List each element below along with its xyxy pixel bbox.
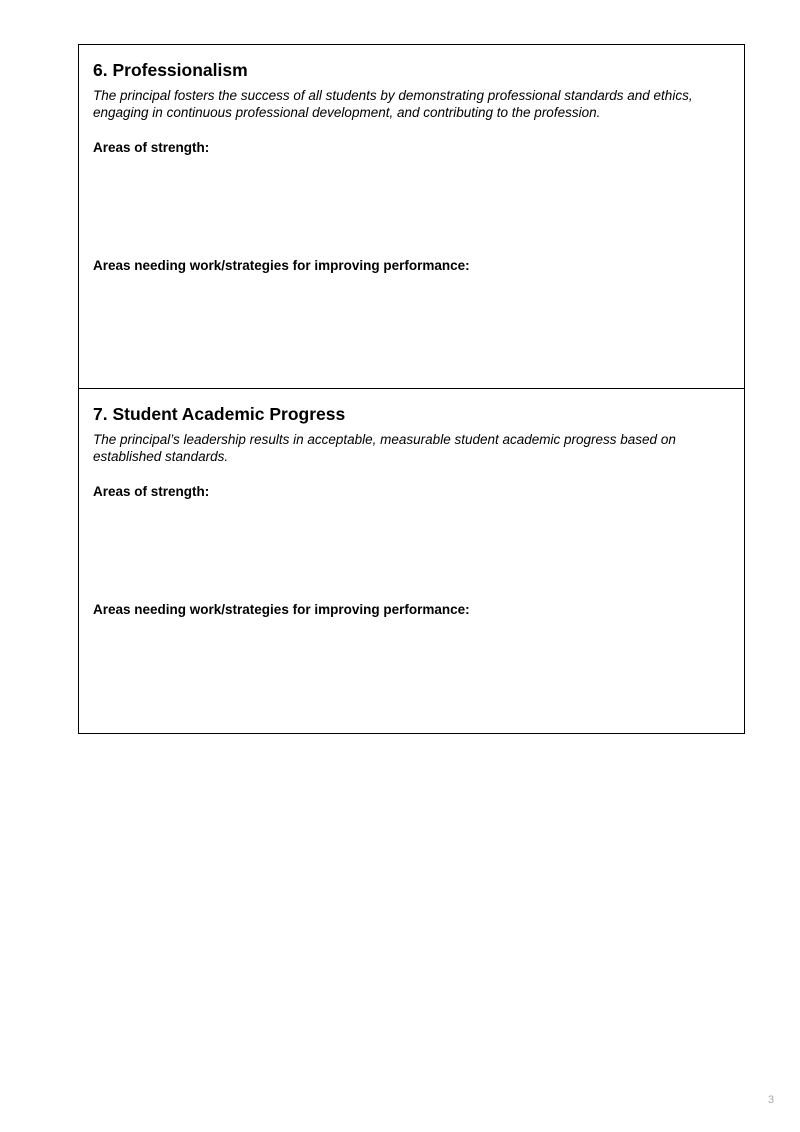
areas-of-strength-field[interactable]: [93, 156, 734, 258]
section-professionalism: [79, 45, 744, 388]
section-title: 6. Professionalism: [93, 60, 248, 80]
areas-of-strength-label: Areas of strength:: [93, 484, 210, 499]
areas-needing-work-label: Areas needing work/strategies for improving performance:: [93, 602, 470, 617]
areas-of-strength-field[interactable]: [93, 500, 734, 602]
areas-needing-work-field[interactable]: [93, 618, 734, 718]
section-student-academic-progress: [79, 388, 744, 733]
section-description: The principal fosters the success of all students by demonstrating professional standards and ethics, engaging in continuous professional development, and contributing to the profession.: [93, 88, 693, 120]
section-description: The principal’s leadership results in acceptable, measurable student academic progress based on established standards.: [93, 432, 676, 464]
areas-of-strength-label: Areas of strength:: [93, 140, 210, 155]
section-title: 7. Student Academic Progress: [93, 404, 346, 424]
areas-needing-work-label: Areas needing work/strategies for improving performance:: [93, 258, 470, 273]
areas-needing-work-field[interactable]: [93, 274, 734, 374]
page-number: 3: [768, 1094, 775, 1106]
evaluation-form-table: [78, 44, 745, 734]
